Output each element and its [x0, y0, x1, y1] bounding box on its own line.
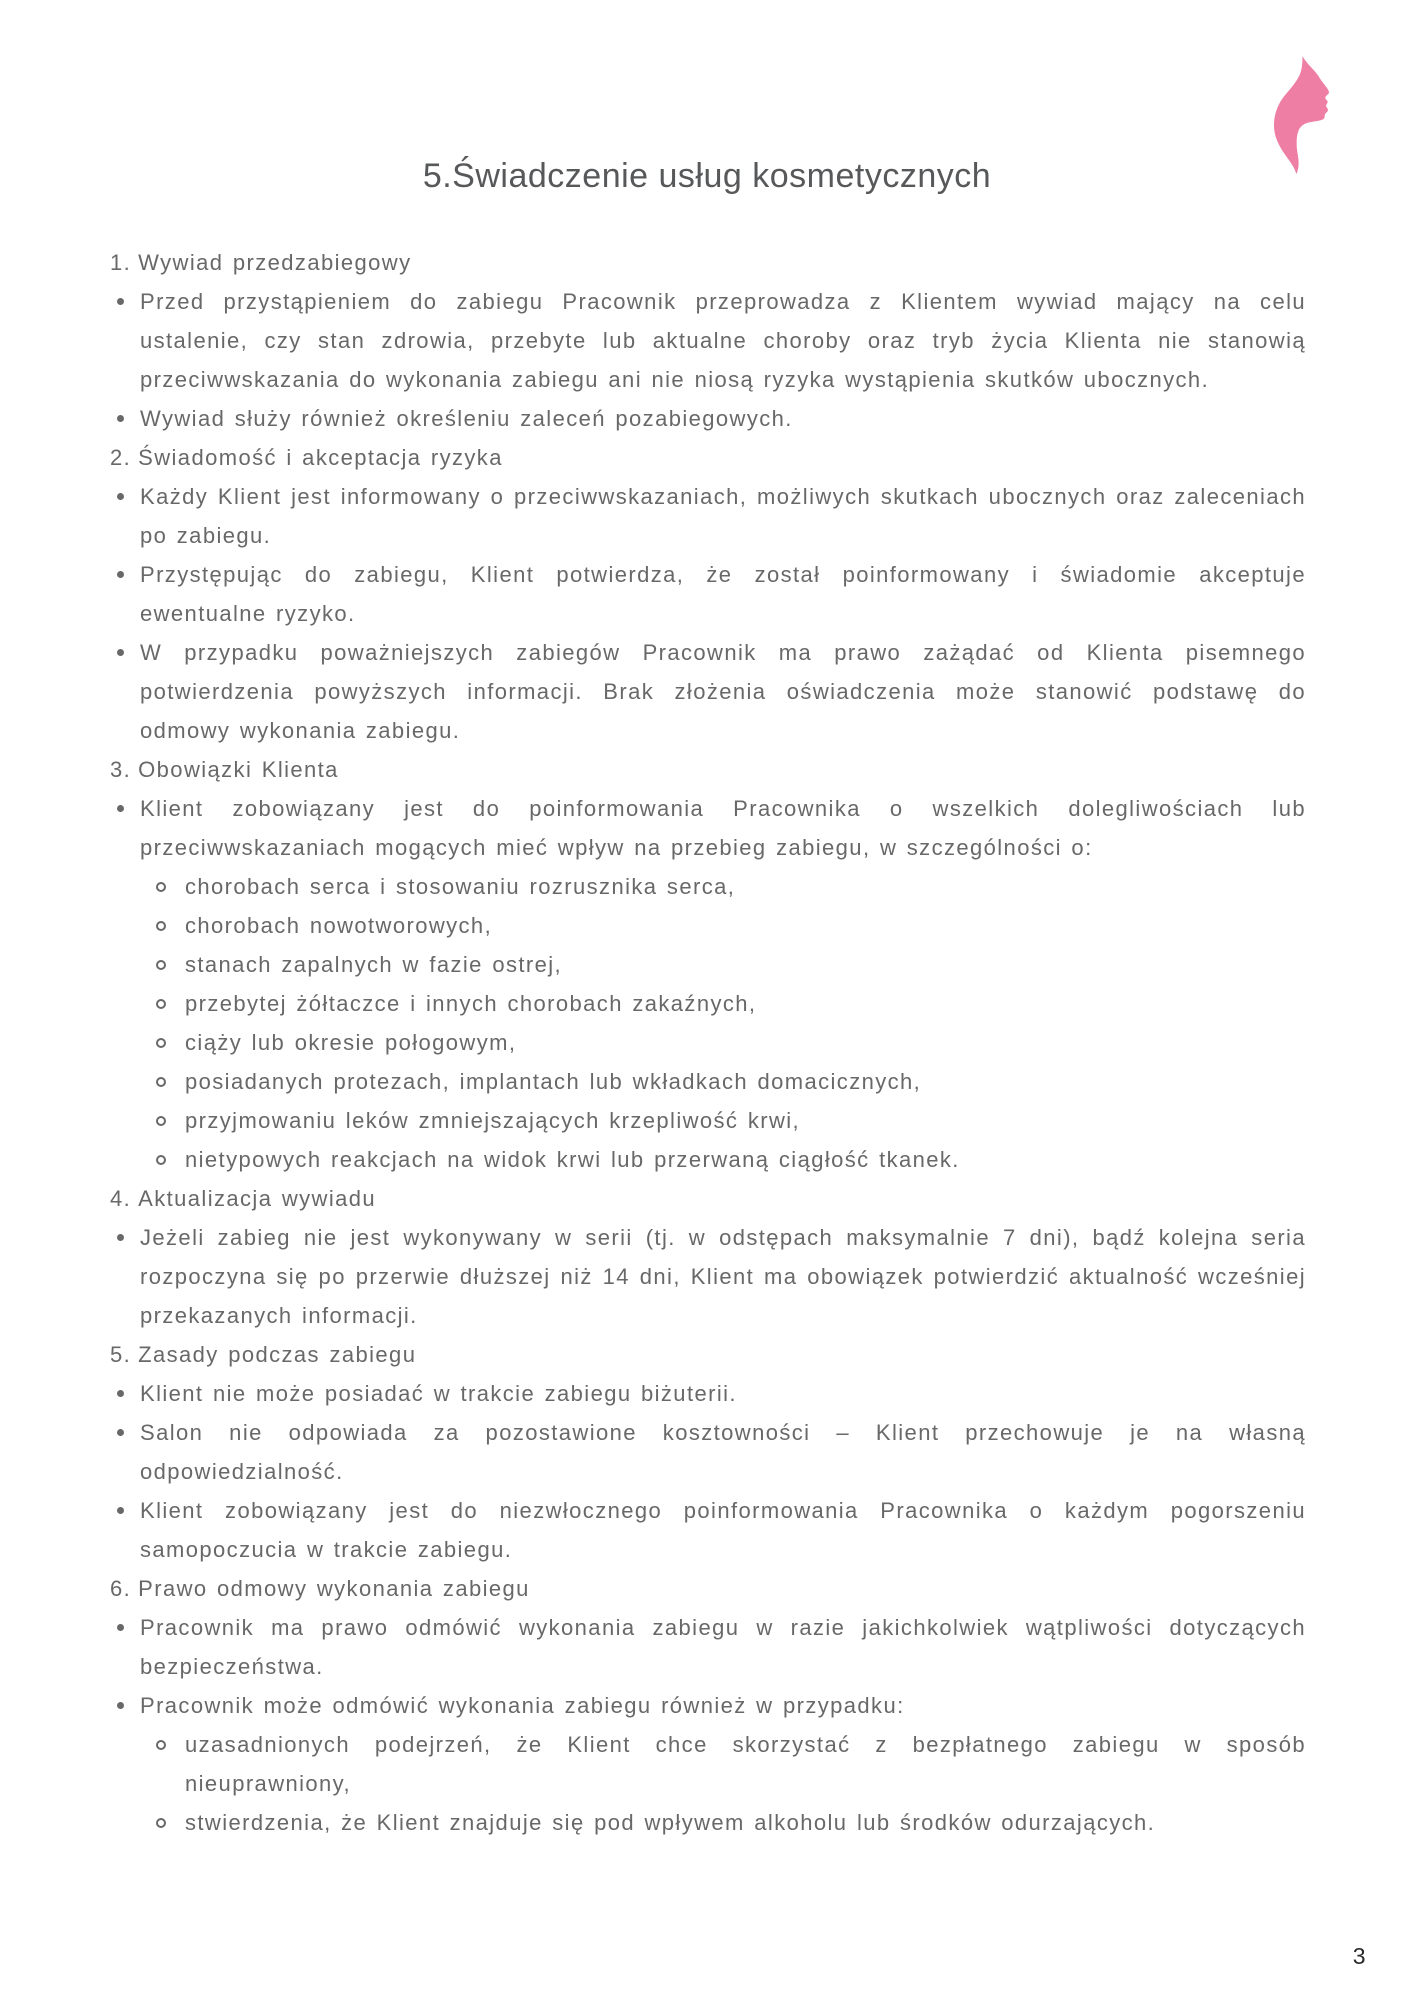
item-text: Prawo odmowy wykonania zabiegu [138, 1576, 530, 1601]
bullet-dot-icon [117, 1686, 124, 1725]
item-text: chorobach nowotworowych, [185, 913, 493, 938]
item-text: stwierdzenia, że Klient znajduje się pod wpływem alkoholu lub środków odurzających. [185, 1810, 1156, 1835]
section-number: 6. [110, 1576, 132, 1601]
sub-bullet-item [110, 1062, 1306, 1101]
bullet-item [110, 477, 1306, 555]
sub-bullet-item [110, 945, 1306, 984]
bullet-item [110, 1491, 1306, 1569]
sub-bullet-item [110, 867, 1306, 906]
item-text: Klient zobowiązany jest do niezwłocznego poinformowania Pracownika o każdym pogorszeniu samopoczucia w trakcie zabiegu. [140, 1498, 1306, 1562]
item-text: nietypowych reakcjach na widok krwi lub przerwaną ciągłość tkanek. [185, 1147, 960, 1172]
section-heading [110, 243, 1306, 282]
item-text: Przystępując do zabiegu, Klient potwierdza, że został poinformowany i świadomie akceptuje ewentualne ryzyko. [140, 562, 1306, 626]
item-text: Klient nie może posiadać w trakcie zabiegu biżuterii. [140, 1381, 737, 1406]
item-text: Wywiad przedzabiegowy [138, 250, 412, 275]
item-text: Zasady podczas zabiegu [138, 1342, 417, 1367]
item-text: chorobach serca i stosowaniu rozrusznika serca, [185, 874, 736, 899]
circle-bullet-icon [156, 945, 166, 984]
bullet-item [110, 1686, 1306, 1725]
bullet-item [110, 555, 1306, 633]
item-text: Klient zobowiązany jest do poinformowania Pracownika o wszelkich dolegliwościach lub przeciwwskazaniach mogących mieć wpływ na przebieg zabiegu, w szczególności o: [140, 796, 1306, 860]
item-text: Pracownik może odmówić wykonania zabiegu również w przypadku: [140, 1693, 905, 1718]
bullet-item [110, 399, 1306, 438]
bullet-item [110, 1413, 1306, 1491]
sub-bullet-item [110, 1140, 1306, 1179]
item-text: Obowiązki Klienta [138, 757, 339, 782]
circle-bullet-icon [156, 1725, 166, 1764]
circle-bullet-icon [156, 906, 166, 945]
page-title: 5.Świadczenie usług kosmetycznych [422, 157, 992, 195]
sub-bullet-item [110, 906, 1306, 945]
item-text: uzasadnionych podejrzeń, że Klient chce skorzystać z bezpłatnego zabiegu w sposób nieuprawniony, [185, 1732, 1306, 1796]
section-heading [110, 1179, 1306, 1218]
item-text: przyjmowaniu leków zmniejszających krzepliwość krwi, [185, 1108, 801, 1133]
section-number: 1. [110, 250, 132, 275]
content-list [110, 243, 1306, 1842]
circle-bullet-icon [156, 1803, 166, 1842]
section-heading [110, 438, 1306, 477]
bullet-dot-icon [117, 282, 124, 321]
item-text: Aktualizacja wywiadu [138, 1186, 377, 1211]
section-number: 4. [110, 1186, 132, 1211]
bullet-item [110, 1608, 1306, 1686]
item-text: Świadomość i akceptacja ryzyka [138, 445, 503, 470]
circle-bullet-icon [156, 867, 166, 906]
section-number: 2. [110, 445, 132, 470]
section-heading [110, 1335, 1306, 1374]
item-text: Pracownik ma prawo odmówić wykonania zabiegu w razie jakichkolwiek wątpliwości dotyczących bezpieczeństwa. [140, 1615, 1306, 1679]
section-heading [110, 1569, 1306, 1608]
bullet-item [110, 1374, 1306, 1413]
item-text: Salon nie odpowiada za pozostawione kosztowności – Klient przechowuje je na własną odpowiedzialność. [140, 1420, 1306, 1484]
circle-bullet-icon [156, 1101, 166, 1140]
item-text: przebytej żółtaczce i innych chorobach zakaźnych, [185, 991, 757, 1016]
bullet-item [110, 282, 1306, 399]
item-text: Każdy Klient jest informowany o przeciwwskazaniach, możliwych skutkach ubocznych oraz zaleceniach po zabiegu. [140, 484, 1306, 548]
bullet-dot-icon [117, 1374, 124, 1413]
item-text: Przed przystąpieniem do zabiegu Pracownik przeprowadza z Klientem wywiad mający na celu ustalenie, czy stan zdrowia, przebyte lub aktualne choroby oraz tryb życia Klienta nie stanowią przeciwwskazania do wykonania zabiegu ani nie niosą ryzyka wystąpienia skutków ubocznych. [140, 289, 1306, 392]
section-number: 3. [110, 757, 132, 782]
bullet-dot-icon [117, 1218, 124, 1257]
circle-bullet-icon [156, 1023, 166, 1062]
bullet-dot-icon [117, 1413, 124, 1452]
bullet-item [110, 1218, 1306, 1335]
circle-bullet-icon [156, 984, 166, 1023]
item-text: Wywiad służy również określeniu zaleceń pozabiegowych. [140, 406, 793, 431]
bullet-dot-icon [117, 1491, 124, 1530]
bullet-dot-icon [117, 789, 124, 828]
item-text: ciąży lub okresie połogowym, [185, 1030, 517, 1055]
page-number: 3 [1352, 1943, 1366, 1969]
section-number: 5. [110, 1342, 132, 1367]
section-heading [110, 750, 1306, 789]
item-text: Jeżeli zabieg nie jest wykonywany w serii (tj. w odstępach maksymalnie 7 dni), bądź kolejna seria rozpoczyna się po przerwie dłuższej niż 14 dni, Klient ma obowiązek potwierdzić aktualność wcześniej przekazanych informacji. [140, 1225, 1306, 1328]
sub-bullet-item [110, 1803, 1306, 1842]
sub-bullet-item [110, 984, 1306, 1023]
bullet-dot-icon [117, 399, 124, 438]
bullet-item [110, 789, 1306, 867]
bullet-dot-icon [117, 555, 124, 594]
sub-bullet-item [110, 1023, 1306, 1062]
sub-bullet-item [110, 1101, 1306, 1140]
circle-bullet-icon [156, 1140, 166, 1179]
item-text: stanach zapalnych w fazie ostrej, [185, 952, 563, 977]
item-text: posiadanych protezach, implantach lub wkładkach domacicznych, [185, 1069, 922, 1094]
bullet-dot-icon [117, 1608, 124, 1647]
circle-bullet-icon [156, 1062, 166, 1101]
bullet-dot-icon [117, 477, 124, 516]
sub-bullet-item [110, 1725, 1306, 1803]
bullet-item [110, 633, 1306, 750]
bullet-dot-icon [117, 633, 124, 672]
item-text: W przypadku poważniejszych zabiegów Pracownik ma prawo zażądać od Klienta pisemnego potwierdzenia powyższych informacji. Brak złożenia oświadczenia może stanowić podstawę do odmowy wykonania zabiegu. [140, 640, 1306, 743]
